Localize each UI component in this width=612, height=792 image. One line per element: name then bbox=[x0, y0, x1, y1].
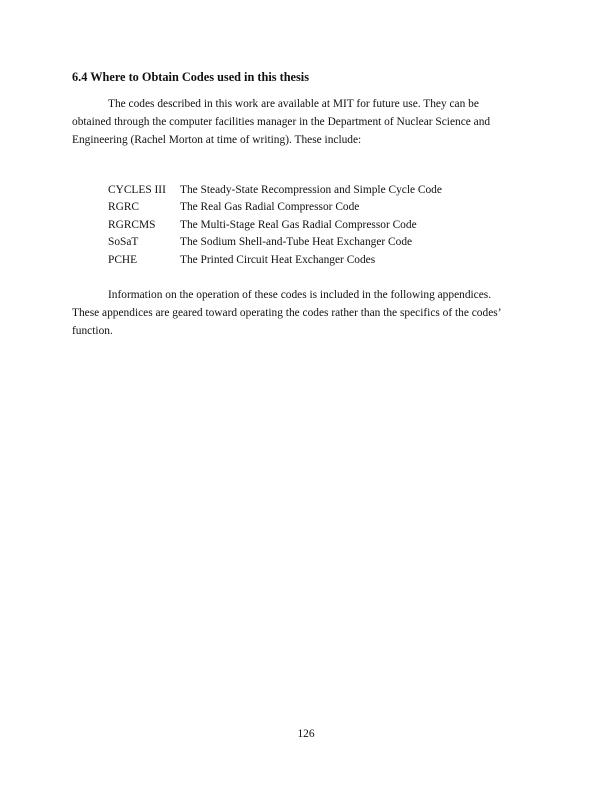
code-description: The Multi-Stage Real Gas Radial Compressor Code bbox=[180, 218, 417, 231]
closing-paragraph-line: These appendices are geared toward operating the codes rather than the specifics of the codes’ bbox=[72, 307, 502, 319]
intro-paragraph-line: Engineering (Rachel Morton at time of writing). These include: bbox=[72, 134, 362, 146]
code-description: The Sodium Shell-and-Tube Heat Exchanger Code bbox=[180, 236, 413, 249]
intro-paragraph-line: obtained through the computer facilities manager in the Department of Nuclear Science and bbox=[72, 116, 491, 128]
code-description: The Steady-State Recompression and Simple Cycle Code bbox=[180, 184, 442, 196]
code-description: The Printed Circuit Heat Exchanger Codes bbox=[180, 253, 376, 266]
code-list-item bbox=[108, 252, 442, 269]
section-heading: 6.4 Where to Obtain Codes used in this thesis bbox=[72, 70, 309, 84]
code-list-item bbox=[108, 234, 442, 251]
code-name: PCHE bbox=[108, 253, 138, 266]
closing-paragraph-line: Information on the operation of these codes is included in the following appendices. bbox=[108, 289, 492, 301]
intro-paragraph-line: The codes described in this work are available at MIT for future use. They can be bbox=[108, 98, 479, 110]
code-name: SoSaT bbox=[108, 236, 139, 249]
code-description: The Real Gas Radial Compressor Code bbox=[180, 201, 360, 214]
code-list-item bbox=[108, 182, 442, 199]
code-name: RGRC bbox=[108, 201, 140, 214]
code-name: CYCLES III bbox=[108, 184, 166, 196]
code-list-item bbox=[108, 217, 442, 234]
code-list-item bbox=[108, 199, 442, 216]
code-list bbox=[108, 182, 442, 269]
page-number: 126 bbox=[297, 728, 315, 740]
code-name: RGRCMS bbox=[108, 218, 156, 231]
intro-paragraph bbox=[72, 95, 542, 149]
closing-paragraph-line: function. bbox=[72, 325, 113, 337]
closing-paragraph bbox=[72, 286, 542, 340]
